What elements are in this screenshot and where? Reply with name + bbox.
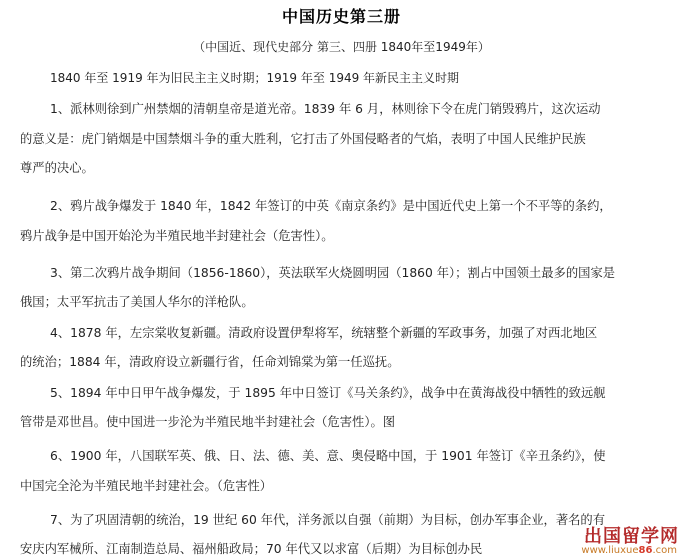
item-3-line-1: 3、第二次鸦片战争期间（1856-1860），英法联军火烧圆明园（1860 年）；割占中国领土最多的国家是 <box>50 266 616 280</box>
watermark-text: 出国留学网 <box>584 526 679 547</box>
item-6-line-1: 6、1900 年，八国联军英、俄、日、法、德、美、意、奥侵略中国，于 1901 年签订《辛丑条约》，使 <box>50 449 606 463</box>
item-3-line-2: 俄国；太平军抗击了美国人华尔的洋枪队。 <box>20 295 254 309</box>
item-4-line-2: 的统治；1884 年，清政府设立新疆行省，任命刘锦棠为第一任巡抚。 <box>20 355 400 369</box>
item-7-line-1: 7、为了巩固清朝的统治，19 世纪 60 年代，洋务派以自强（前期）为目标，创办军事企业，著名的有 <box>50 513 606 527</box>
item-1-line-2: 的意义是：虎门销烟是中国禁烟斗争的重大胜利，它打击了外国侵略者的气焰，表明了中国人民维护民族 <box>20 132 586 146</box>
item-7-line-2: 安庆内军械所、江南制造总局、福州船政局；70 年代又以求富（后期）为目标创办民 <box>20 542 483 556</box>
item-4-line-1: 4、1878 年，左宗棠收复新疆。清政府设置伊犁将军，统辖整个新疆的军政事务，加强了对西北地区 <box>50 326 598 340</box>
item-6-line-2: 中国完全沦为半殖民地半封建社会。（危害性） <box>20 479 273 493</box>
document-title: 中国历史第三册 <box>281 7 401 26</box>
item-2-line-2: 鸦片战争是中国开始沦为半殖民地半封建社会（危害性）。 <box>20 229 334 243</box>
item-5-line-1: 5、1894 年中日甲午战争爆发，于 1895 年中日签订《马关条约》，战争中在黄海战役中牺牲的致远舰 <box>50 386 606 400</box>
item-1-line-3: 尊严的决心。 <box>20 161 94 175</box>
item-1-line-1: 1、派林则徐到广州禁烟的清朝皇帝是道光帝。1839 年 6 月，林则徐下令在虎门销毁鸦片，这次运动 <box>50 102 601 116</box>
site-watermark <box>563 522 681 556</box>
document-subtitle: （中国近、现代史部分 第三、四册 1840年至1949年） <box>193 40 490 54</box>
watermark-url: www.liuxue86.com <box>581 545 677 556</box>
item-2-line-1: 2、鸦片战争爆发于 1840 年，1842 年签订的中英《南京条约》是中国近代史上第一个不平等的条约， <box>50 199 612 213</box>
item-5-line-2: 管带是邓世昌。使中国进一步沦为半殖民地半封建社会（危害性）。图 <box>20 415 396 429</box>
era-summary: 1840 年至 1919 年为旧民主主义时期；1919 年至 1949 年新民主主义时期 <box>50 71 460 85</box>
